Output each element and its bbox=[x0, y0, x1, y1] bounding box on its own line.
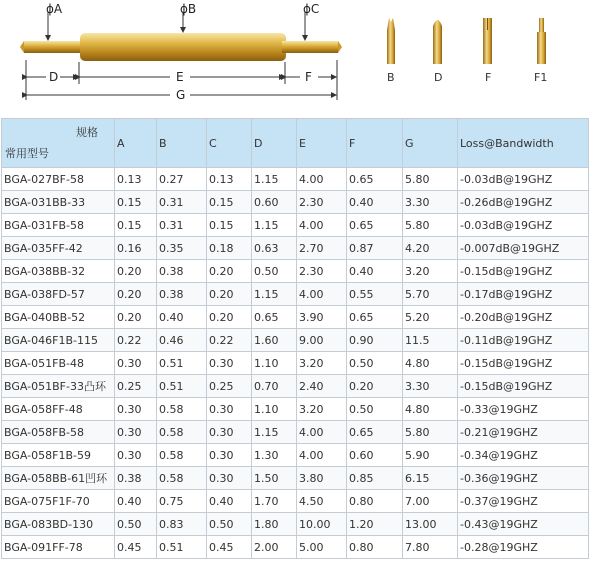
cell-d: 0.63 bbox=[252, 237, 297, 260]
tip-style-f1-drawing bbox=[537, 18, 546, 64]
cell-model: BGA-038BB-32 bbox=[2, 260, 115, 283]
cell-loss: -0.43@19GHZ bbox=[458, 513, 589, 536]
cell-d: 1.30 bbox=[252, 444, 297, 467]
cell-c: 0.30 bbox=[207, 398, 252, 421]
cell-loss: -0.20dB@19GHZ bbox=[458, 306, 589, 329]
cell-e: 4.00 bbox=[297, 283, 347, 306]
cell-a: 0.25 bbox=[115, 375, 157, 398]
cell-a: 0.40 bbox=[115, 490, 157, 513]
cell-g: 5.80 bbox=[403, 421, 458, 444]
cell-d: 1.60 bbox=[252, 329, 297, 352]
cell-b: 0.51 bbox=[157, 375, 207, 398]
table-row bbox=[2, 536, 589, 559]
cell-g: 3.30 bbox=[403, 191, 458, 214]
cell-loss: -0.33@19GHZ bbox=[458, 398, 589, 421]
cell-e: 5.00 bbox=[297, 536, 347, 559]
cell-b: 0.58 bbox=[157, 444, 207, 467]
cell-model: BGA-091FF-78 bbox=[2, 536, 115, 559]
cell-g: 6.15 bbox=[403, 467, 458, 490]
cell-model: BGA-031FB-58 bbox=[2, 214, 115, 237]
cell-e: 2.70 bbox=[297, 237, 347, 260]
cell-a: 0.16 bbox=[115, 237, 157, 260]
cell-loss: -0.03dB@19GHZ bbox=[458, 168, 589, 191]
table-row bbox=[2, 329, 589, 352]
cell-d: 1.50 bbox=[252, 467, 297, 490]
table-row bbox=[2, 283, 589, 306]
cell-b: 0.83 bbox=[157, 513, 207, 536]
cell-c: 0.20 bbox=[207, 260, 252, 283]
cell-a: 0.15 bbox=[115, 214, 157, 237]
cell-e: 2.40 bbox=[297, 375, 347, 398]
cell-g: 3.30 bbox=[403, 375, 458, 398]
dimension-e-label: E bbox=[176, 70, 184, 84]
cell-g: 5.20 bbox=[403, 306, 458, 329]
cell-e: 4.00 bbox=[297, 214, 347, 237]
cell-a: 0.38 bbox=[115, 467, 157, 490]
cell-e: 4.50 bbox=[297, 490, 347, 513]
table-row bbox=[2, 490, 589, 513]
cell-loss: -0.28@19GHZ bbox=[458, 536, 589, 559]
cell-c: 0.30 bbox=[207, 352, 252, 375]
cell-b: 0.58 bbox=[157, 467, 207, 490]
diameter-a-label: ϕA bbox=[46, 2, 63, 16]
cell-c: 0.30 bbox=[207, 421, 252, 444]
cell-e: 2.30 bbox=[297, 260, 347, 283]
table-body bbox=[2, 168, 589, 559]
cell-f: 0.50 bbox=[347, 352, 403, 375]
cell-loss: -0.007dB@19GHZ bbox=[458, 237, 589, 260]
cell-e: 3.20 bbox=[297, 352, 347, 375]
cell-a: 0.30 bbox=[115, 421, 157, 444]
diameter-c-label: ϕC bbox=[303, 2, 320, 16]
cell-model: BGA-031BB-33 bbox=[2, 191, 115, 214]
cell-g: 4.80 bbox=[403, 398, 458, 421]
cell-g: 7.80 bbox=[403, 536, 458, 559]
column-header-e: E bbox=[297, 119, 347, 168]
cell-model: BGA-038FD-57 bbox=[2, 283, 115, 306]
cell-f: 0.90 bbox=[347, 329, 403, 352]
cell-b: 0.27 bbox=[157, 168, 207, 191]
cell-b: 0.38 bbox=[157, 283, 207, 306]
cell-d: 1.10 bbox=[252, 352, 297, 375]
cell-loss: -0.21@19GHZ bbox=[458, 421, 589, 444]
cell-f: 0.65 bbox=[347, 214, 403, 237]
cell-d: 2.00 bbox=[252, 536, 297, 559]
cell-f: 0.80 bbox=[347, 490, 403, 513]
column-header-d: D bbox=[252, 119, 297, 168]
cell-model: BGA-058FB-58 bbox=[2, 421, 115, 444]
cell-loss: -0.11dB@19GHZ bbox=[458, 329, 589, 352]
cell-model: BGA-051FB-48 bbox=[2, 352, 115, 375]
cell-g: 4.80 bbox=[403, 352, 458, 375]
tip-style-f-drawing bbox=[483, 18, 492, 64]
cell-c: 0.13 bbox=[207, 168, 252, 191]
cell-g: 5.80 bbox=[403, 214, 458, 237]
cell-a: 0.30 bbox=[115, 444, 157, 467]
cell-d: 1.15 bbox=[252, 421, 297, 444]
cell-d: 1.70 bbox=[252, 490, 297, 513]
cell-a: 0.20 bbox=[115, 260, 157, 283]
table-row bbox=[2, 375, 589, 398]
tip-style-b-drawing bbox=[387, 18, 395, 64]
table-row bbox=[2, 352, 589, 375]
cell-d: 1.15 bbox=[252, 283, 297, 306]
table-row bbox=[2, 306, 589, 329]
dimension-d-label: D bbox=[49, 70, 59, 84]
cell-loss: -0.36@19GHZ bbox=[458, 467, 589, 490]
cell-e: 3.90 bbox=[297, 306, 347, 329]
cell-e: 4.00 bbox=[297, 421, 347, 444]
tip-style-d-label: D bbox=[434, 71, 443, 84]
cell-g: 13.00 bbox=[403, 513, 458, 536]
cell-d: 0.70 bbox=[252, 375, 297, 398]
cell-loss: -0.15dB@19GHZ bbox=[458, 260, 589, 283]
tip-style-f-label: F bbox=[485, 71, 492, 84]
cell-e: 3.80 bbox=[297, 467, 347, 490]
cell-f: 0.40 bbox=[347, 191, 403, 214]
cell-b: 0.38 bbox=[157, 260, 207, 283]
cell-loss: -0.37@19GHZ bbox=[458, 490, 589, 513]
cell-a: 0.15 bbox=[115, 191, 157, 214]
cell-f: 0.65 bbox=[347, 421, 403, 444]
cell-d: 0.60 bbox=[252, 191, 297, 214]
column-header-c: C bbox=[207, 119, 252, 168]
header-corner-cell bbox=[2, 119, 115, 168]
cell-model: BGA-075F1F-70 bbox=[2, 490, 115, 513]
cell-d: 0.65 bbox=[252, 306, 297, 329]
cell-g: 4.20 bbox=[403, 237, 458, 260]
cell-loss: -0.15dB@19GHZ bbox=[458, 352, 589, 375]
tip-style-d-drawing bbox=[433, 20, 442, 64]
cell-b: 0.31 bbox=[157, 214, 207, 237]
cell-g: 5.90 bbox=[403, 444, 458, 467]
cell-a: 0.13 bbox=[115, 168, 157, 191]
cell-e: 3.20 bbox=[297, 398, 347, 421]
cell-f: 0.50 bbox=[347, 398, 403, 421]
column-header-b: B bbox=[157, 119, 207, 168]
cell-e: 10.00 bbox=[297, 513, 347, 536]
cell-e: 4.00 bbox=[297, 444, 347, 467]
column-header-loss: Loss@Bandwidth bbox=[458, 119, 589, 168]
cell-e: 4.00 bbox=[297, 168, 347, 191]
cell-b: 0.51 bbox=[157, 536, 207, 559]
cell-c: 0.25 bbox=[207, 375, 252, 398]
probe-spec-table bbox=[1, 118, 589, 559]
table-row bbox=[2, 398, 589, 421]
cell-c: 0.30 bbox=[207, 444, 252, 467]
column-header-a: A bbox=[115, 119, 157, 168]
cell-b: 0.75 bbox=[157, 490, 207, 513]
cell-c: 0.50 bbox=[207, 513, 252, 536]
cell-b: 0.40 bbox=[157, 306, 207, 329]
cell-e: 9.00 bbox=[297, 329, 347, 352]
cell-model: BGA-058BB-61凹环 bbox=[2, 467, 115, 490]
cell-model: BGA-058FF-48 bbox=[2, 398, 115, 421]
table-row bbox=[2, 214, 589, 237]
diameter-b-label: ϕB bbox=[180, 2, 197, 16]
cell-a: 0.20 bbox=[115, 306, 157, 329]
cell-f: 0.40 bbox=[347, 260, 403, 283]
header-model-label: 常用型号 bbox=[5, 147, 49, 160]
cell-c: 0.15 bbox=[207, 191, 252, 214]
column-header-f: F bbox=[347, 119, 403, 168]
header-spec-label: 规格 bbox=[76, 126, 98, 139]
table-row bbox=[2, 421, 589, 444]
table-row bbox=[2, 260, 589, 283]
tip-style-b-label: B bbox=[387, 71, 395, 84]
cell-a: 0.30 bbox=[115, 398, 157, 421]
cell-b: 0.51 bbox=[157, 352, 207, 375]
probe-dimension-diagram bbox=[0, 0, 589, 116]
cell-loss: -0.17dB@19GHZ bbox=[458, 283, 589, 306]
cell-b: 0.35 bbox=[157, 237, 207, 260]
cell-f: 0.65 bbox=[347, 168, 403, 191]
cell-f: 1.20 bbox=[347, 513, 403, 536]
cell-model: BGA-046F1B-115 bbox=[2, 329, 115, 352]
table-row bbox=[2, 444, 589, 467]
cell-b: 0.58 bbox=[157, 421, 207, 444]
table-row bbox=[2, 237, 589, 260]
cell-f: 0.85 bbox=[347, 467, 403, 490]
cell-model: BGA-040BB-52 bbox=[2, 306, 115, 329]
cell-c: 0.20 bbox=[207, 283, 252, 306]
cell-b: 0.46 bbox=[157, 329, 207, 352]
cell-loss: -0.03dB@19GHZ bbox=[458, 214, 589, 237]
cell-c: 0.30 bbox=[207, 467, 252, 490]
cell-a: 0.30 bbox=[115, 352, 157, 375]
dimension-g-label: G bbox=[176, 88, 186, 102]
cell-c: 0.40 bbox=[207, 490, 252, 513]
cell-g: 5.70 bbox=[403, 283, 458, 306]
cell-model: BGA-051BF-33凸环 bbox=[2, 375, 115, 398]
cell-c: 0.18 bbox=[207, 237, 252, 260]
cell-a: 0.50 bbox=[115, 513, 157, 536]
cell-g: 7.00 bbox=[403, 490, 458, 513]
cell-c: 0.15 bbox=[207, 214, 252, 237]
cell-loss: -0.15dB@19GHZ bbox=[458, 375, 589, 398]
cell-d: 0.50 bbox=[252, 260, 297, 283]
cell-g: 3.20 bbox=[403, 260, 458, 283]
cell-d: 1.15 bbox=[252, 168, 297, 191]
cell-d: 1.80 bbox=[252, 513, 297, 536]
cell-model: BGA-035FF-42 bbox=[2, 237, 115, 260]
cell-f: 0.20 bbox=[347, 375, 403, 398]
table-row bbox=[2, 513, 589, 536]
tip-style-f1-label: F1 bbox=[534, 71, 548, 84]
table-header-row bbox=[2, 119, 589, 168]
table-row bbox=[2, 191, 589, 214]
cell-a: 0.20 bbox=[115, 283, 157, 306]
cell-d: 1.15 bbox=[252, 214, 297, 237]
cell-model: BGA-083BD-130 bbox=[2, 513, 115, 536]
cell-a: 0.45 bbox=[115, 536, 157, 559]
cell-c: 0.20 bbox=[207, 306, 252, 329]
table-row bbox=[2, 168, 589, 191]
cell-f: 0.60 bbox=[347, 444, 403, 467]
cell-loss: -0.26dB@19GHZ bbox=[458, 191, 589, 214]
probe-drawing bbox=[0, 0, 589, 116]
probe-body bbox=[20, 33, 342, 61]
cell-f: 0.65 bbox=[347, 306, 403, 329]
cell-e: 2.30 bbox=[297, 191, 347, 214]
cell-c: 0.45 bbox=[207, 536, 252, 559]
cell-model: BGA-058F1B-59 bbox=[2, 444, 115, 467]
cell-b: 0.58 bbox=[157, 398, 207, 421]
dimension-f-label: F bbox=[305, 70, 312, 84]
cell-f: 0.80 bbox=[347, 536, 403, 559]
cell-g: 11.5 bbox=[403, 329, 458, 352]
cell-d: 1.10 bbox=[252, 398, 297, 421]
cell-model: BGA-027BF-58 bbox=[2, 168, 115, 191]
column-header-g: G bbox=[403, 119, 458, 168]
cell-c: 0.22 bbox=[207, 329, 252, 352]
cell-b: 0.31 bbox=[157, 191, 207, 214]
cell-a: 0.22 bbox=[115, 329, 157, 352]
cell-loss: -0.34@19GHZ bbox=[458, 444, 589, 467]
cell-g: 5.80 bbox=[403, 168, 458, 191]
cell-f: 0.87 bbox=[347, 237, 403, 260]
cell-f: 0.55 bbox=[347, 283, 403, 306]
table-row bbox=[2, 467, 589, 490]
